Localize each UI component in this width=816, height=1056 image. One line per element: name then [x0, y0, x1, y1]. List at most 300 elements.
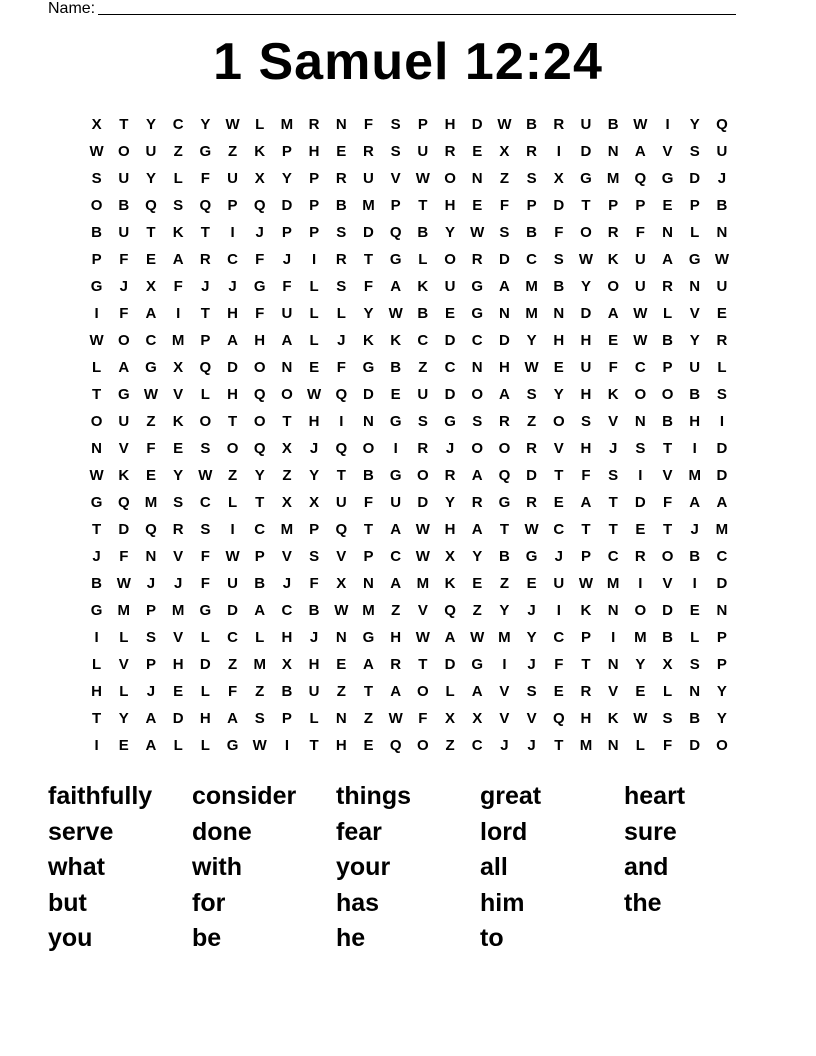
- grid-letter: L: [635, 737, 645, 754]
- grid-letter: M: [525, 278, 538, 295]
- grid-letter: I: [502, 656, 507, 673]
- word-bank-item: fear: [336, 817, 382, 846]
- grid-letter: X: [445, 710, 456, 727]
- grid-letter: V: [390, 170, 401, 187]
- grid-letter: H: [689, 413, 701, 430]
- grid-letter: A: [390, 521, 402, 538]
- grid-letter: K: [607, 251, 619, 268]
- grid-letter: A: [118, 359, 130, 376]
- word-bank: [48, 779, 768, 957]
- grid-letter: A: [281, 332, 293, 349]
- grid-letter: V: [499, 710, 510, 727]
- grid-letter: Z: [336, 683, 346, 700]
- grid-letter: X: [281, 440, 292, 457]
- grid-letter: Q: [335, 521, 348, 538]
- grid-letter: A: [227, 710, 238, 727]
- grid-row: [83, 111, 736, 138]
- grid-letter: Q: [498, 467, 511, 484]
- grid-row: [83, 462, 736, 489]
- grid-letter: C: [471, 737, 483, 754]
- grid-letter: L: [662, 683, 673, 700]
- grid-letter: R: [444, 467, 456, 484]
- grid-letter: L: [227, 494, 238, 511]
- grid-letter: Z: [227, 467, 238, 484]
- grid-letter: C: [716, 548, 728, 565]
- grid-letter: F: [119, 251, 129, 268]
- grid-row: [83, 408, 736, 435]
- grid-letter: O: [607, 278, 619, 295]
- grid-letter: F: [227, 683, 238, 700]
- grid-letter: T: [499, 521, 509, 538]
- grid-row: [83, 327, 736, 354]
- grid-letter: O: [444, 170, 456, 187]
- grid-letter: T: [662, 521, 673, 538]
- grid-letter: G: [389, 251, 402, 268]
- grid-letter: S: [499, 224, 510, 241]
- grid-letter: T: [554, 737, 564, 754]
- grid-letter: K: [444, 575, 456, 592]
- grid-letter: U: [634, 278, 646, 295]
- grid-letter: D: [498, 251, 510, 268]
- grid-letter: F: [255, 305, 265, 322]
- grid-letter: C: [526, 251, 538, 268]
- grid-letter: G: [253, 278, 266, 295]
- grid-letter: B: [363, 467, 374, 484]
- grid-letter: W: [633, 305, 648, 322]
- grid-letter: M: [498, 629, 511, 646]
- grid-letter: O: [417, 737, 429, 754]
- grid-letter: G: [471, 305, 484, 322]
- grid-letter: K: [363, 332, 374, 349]
- grid-letter: S: [635, 440, 646, 457]
- grid-letter: L: [119, 629, 129, 646]
- grid-letter: Y: [716, 683, 727, 700]
- grid-letter: S: [200, 440, 211, 457]
- grid-letter: L: [92, 359, 102, 376]
- grid-letter: W: [116, 575, 131, 592]
- grid-letter: X: [336, 575, 347, 592]
- grid-letter: I: [312, 251, 317, 268]
- grid-letter: H: [580, 332, 592, 349]
- grid-letter: W: [470, 224, 485, 241]
- grid-letter: P: [227, 197, 238, 214]
- grid-letter: I: [638, 467, 643, 484]
- grid-letter: A: [662, 251, 673, 268]
- grid-letter: H: [444, 197, 456, 214]
- grid-letter: D: [580, 305, 592, 322]
- grid-letter: D: [634, 494, 646, 511]
- grid-letter: G: [199, 602, 212, 619]
- grid-letter: E: [445, 305, 456, 322]
- word-bank-item: the: [624, 888, 662, 917]
- grid-letter: U: [118, 170, 130, 187]
- grid-letter: Q: [253, 440, 266, 457]
- grid-letter: T: [255, 494, 265, 511]
- grid-letter: L: [255, 116, 265, 133]
- grid-letter: A: [145, 710, 157, 727]
- grid-letter: W: [714, 251, 729, 268]
- grid-letter: U: [580, 359, 592, 376]
- grid-letter: Q: [634, 170, 647, 187]
- grid-letter: L: [200, 683, 210, 700]
- grid-letter: A: [390, 683, 402, 700]
- grid-letter: B: [662, 629, 673, 646]
- grid-letter: F: [608, 359, 618, 376]
- grid-letter: R: [526, 494, 538, 511]
- grid-letter: A: [607, 305, 619, 322]
- grid-letter: M: [280, 521, 294, 538]
- grid-letter: I: [339, 413, 344, 430]
- grid-letter: P: [608, 197, 619, 214]
- grid-letter: J: [255, 224, 264, 241]
- grid-letter: Y: [689, 116, 700, 133]
- grid-letter: R: [390, 656, 402, 673]
- grid-letter: U: [553, 575, 565, 592]
- grid-letter: A: [254, 602, 266, 619]
- grid-letter: K: [254, 143, 266, 160]
- grid-letter: I: [665, 116, 670, 133]
- grid-letter: H: [553, 332, 565, 349]
- grid-letter: O: [226, 440, 239, 457]
- grid-letter: E: [689, 602, 700, 619]
- grid-letter: B: [526, 224, 538, 241]
- letter-grid: [83, 111, 736, 759]
- grid-letter: O: [661, 548, 674, 565]
- grid-letter: Y: [281, 170, 292, 187]
- grid-letter: S: [472, 413, 483, 430]
- grid-letter: H: [580, 386, 592, 403]
- grid-letter: I: [719, 413, 724, 430]
- grid-letter: F: [363, 278, 374, 295]
- grid-letter: F: [255, 251, 265, 268]
- grid-letter: E: [118, 737, 129, 754]
- grid-letter: G: [90, 278, 103, 295]
- grid-letter: J: [309, 440, 319, 457]
- grid-letter: N: [607, 737, 619, 754]
- grid-letter: J: [527, 602, 536, 619]
- grid-letter: T: [92, 386, 102, 403]
- grid-letter: V: [417, 602, 428, 619]
- grid-letter: R: [662, 278, 673, 295]
- grid-letter: I: [556, 602, 561, 619]
- grid-letter: Y: [445, 224, 456, 241]
- grid-letter: Z: [173, 143, 183, 160]
- grid-letter: T: [363, 251, 374, 268]
- grid-letter: D: [363, 224, 374, 241]
- grid-letter: A: [716, 494, 728, 511]
- grid-letter: T: [119, 116, 129, 133]
- grid-letter: Y: [145, 116, 156, 133]
- grid-letter: T: [309, 737, 319, 754]
- grid-letter: C: [471, 332, 483, 349]
- grid-letter: W: [307, 386, 322, 403]
- grid-row: [83, 651, 736, 678]
- grid-letter: A: [471, 683, 483, 700]
- grid-letter: F: [146, 440, 156, 457]
- grid-letter: P: [716, 629, 727, 646]
- grid-letter: F: [363, 494, 374, 511]
- grid-letter: B: [417, 305, 429, 322]
- grid-letter: I: [284, 737, 289, 754]
- grid-letter: X: [91, 116, 102, 133]
- grid-letter: R: [471, 251, 483, 268]
- grid-letter: Z: [255, 683, 265, 700]
- grid-letter: A: [444, 629, 456, 646]
- grid-letter: P: [580, 548, 591, 565]
- grid-letter: A: [689, 494, 701, 511]
- grid-letter: A: [471, 521, 483, 538]
- grid-letter: W: [470, 629, 485, 646]
- grid-letter: I: [692, 575, 697, 592]
- grid-letter: A: [172, 251, 184, 268]
- grid-letter: O: [417, 683, 429, 700]
- grid-letter: C: [227, 629, 238, 646]
- grid-letter: W: [143, 386, 159, 403]
- grid-letter: C: [634, 359, 646, 376]
- grid-letter: T: [92, 521, 102, 538]
- grid-letter: S: [689, 143, 700, 160]
- grid-letter: E: [173, 683, 184, 700]
- grid-letter: P: [145, 602, 156, 619]
- grid-letter: M: [606, 575, 620, 592]
- grid-letter: S: [526, 683, 537, 700]
- grid-letter: N: [662, 224, 673, 241]
- grid-letter: B: [689, 710, 701, 727]
- grid-letter: H: [227, 386, 238, 403]
- grid-letter: G: [226, 737, 239, 754]
- grid-letter: N: [145, 548, 157, 565]
- word-bank-item: things: [336, 782, 411, 810]
- word-bank-item: has: [336, 888, 380, 917]
- grid-letter: V: [173, 629, 184, 646]
- grid-letter: P: [281, 224, 292, 241]
- grid-letter: C: [281, 602, 293, 619]
- grid-row: [83, 543, 736, 570]
- grid-letter: O: [253, 359, 266, 376]
- grid-letter: V: [662, 575, 673, 592]
- grid-letter: P: [309, 170, 320, 187]
- grid-letter: P: [281, 710, 292, 727]
- word-bank-item: lord: [480, 817, 528, 846]
- word-bank-item: all: [480, 853, 508, 881]
- grid-row: [83, 300, 736, 327]
- grid-letter: P: [363, 548, 374, 565]
- grid-letter: S: [336, 224, 347, 241]
- grid-letter: D: [444, 386, 456, 403]
- grid-letter: T: [554, 467, 564, 484]
- grid-letter: T: [92, 710, 102, 727]
- grid-letter: P: [91, 251, 102, 268]
- grid-letter: U: [227, 170, 238, 187]
- grid-letter: Y: [363, 305, 374, 322]
- grid-letter: N: [363, 413, 374, 430]
- grid-letter: T: [608, 494, 618, 511]
- grid-letter: T: [146, 224, 156, 241]
- grid-letter: S: [309, 548, 320, 565]
- grid-letter: I: [611, 629, 616, 646]
- grid-letter: V: [689, 305, 700, 322]
- grid-letter: O: [634, 602, 647, 619]
- grid-letter: B: [390, 359, 402, 376]
- grid-letter: O: [199, 413, 212, 430]
- page-title: 1 Samuel 12:24: [213, 33, 603, 91]
- grid-letter: A: [498, 386, 510, 403]
- grid-letter: E: [635, 683, 646, 700]
- grid-letter: A: [145, 305, 157, 322]
- grid-letter: O: [281, 386, 293, 403]
- grid-letter: L: [173, 737, 183, 754]
- grid-letter: V: [608, 683, 619, 700]
- grid-letter: S: [173, 494, 184, 511]
- grid-letter: Z: [363, 710, 374, 727]
- grid-letter: Z: [418, 359, 428, 376]
- grid-letter: I: [556, 143, 561, 160]
- grid-letter: S: [689, 656, 700, 673]
- grid-letter: Y: [309, 467, 320, 484]
- grid-letter: O: [471, 386, 484, 403]
- grid-letter: H: [254, 332, 266, 349]
- grid-letter: F: [119, 305, 129, 322]
- grid-letter: W: [198, 467, 213, 484]
- grid-letter: F: [635, 224, 645, 241]
- grid-letter: A: [145, 737, 157, 754]
- grid-letter: Y: [635, 656, 646, 673]
- grid-letter: D: [498, 332, 510, 349]
- grid-row: [83, 219, 736, 246]
- grid-letter: D: [471, 116, 483, 133]
- grid-letter: F: [499, 197, 509, 214]
- grid-letter: Z: [227, 656, 238, 673]
- grid-letter: H: [91, 683, 103, 700]
- grid-letter: J: [92, 548, 101, 565]
- grid-letter: N: [553, 305, 565, 322]
- grid-letter: W: [334, 602, 349, 619]
- grid-letter: C: [417, 332, 429, 349]
- grid-letter: G: [498, 494, 511, 511]
- grid-letter: T: [608, 521, 618, 538]
- grid-letter: S: [200, 521, 211, 538]
- grid-letter: V: [281, 548, 292, 565]
- grid-letter: X: [445, 548, 456, 565]
- grid-letter: K: [607, 710, 619, 727]
- grid-letter: J: [527, 656, 536, 673]
- grid-letter: P: [309, 197, 320, 214]
- grid-letter: M: [579, 737, 593, 754]
- grid-letter: E: [336, 143, 347, 160]
- grid-letter: W: [225, 116, 240, 133]
- grid-letter: J: [445, 440, 455, 457]
- word-bank-item: he: [336, 924, 366, 952]
- grid-letter: Y: [526, 629, 537, 646]
- grid-row: [83, 624, 736, 651]
- grid-letter: Z: [146, 413, 156, 430]
- grid-letter: S: [417, 413, 428, 430]
- grid-letter: M: [362, 602, 375, 619]
- grid-letter: H: [308, 143, 320, 160]
- grid-letter: U: [118, 224, 130, 241]
- grid-letter: M: [715, 521, 729, 538]
- grid-letter: R: [363, 143, 374, 160]
- grid-letter: C: [607, 548, 619, 565]
- grid-letter: M: [525, 305, 538, 322]
- grid-row: [83, 435, 736, 462]
- grid-letter: S: [336, 278, 347, 295]
- grid-letter: Z: [472, 602, 482, 619]
- grid-letter: H: [172, 656, 184, 673]
- grid-letter: J: [146, 575, 156, 592]
- grid-row: [83, 354, 736, 381]
- grid-letter: Q: [335, 386, 348, 403]
- grid-letter: D: [689, 737, 701, 754]
- grid-letter: E: [336, 656, 347, 673]
- grid-letter: F: [119, 548, 129, 565]
- grid-letter: O: [90, 413, 103, 430]
- grid-letter: T: [581, 656, 591, 673]
- grid-letter: Z: [391, 602, 401, 619]
- grid-letter: Z: [227, 143, 238, 160]
- grid-letter: C: [227, 251, 238, 268]
- grid-letter: N: [471, 359, 483, 376]
- grid-letter: X: [472, 710, 483, 727]
- grid-letter: N: [716, 224, 728, 241]
- grid-letter: F: [554, 656, 564, 673]
- grid-letter: H: [281, 629, 293, 646]
- grid-letter: B: [91, 224, 103, 241]
- grid-letter: E: [363, 737, 374, 754]
- grid-letter: J: [201, 278, 210, 295]
- grid-row: [83, 273, 736, 300]
- grid-letter: C: [199, 494, 211, 511]
- grid-letter: T: [200, 305, 210, 322]
- grid-letter: C: [145, 332, 157, 349]
- grid-letter: T: [581, 197, 591, 214]
- grid-letter: J: [309, 629, 319, 646]
- grid-letter: B: [91, 575, 103, 592]
- grid-letter: V: [118, 440, 129, 457]
- grid-letter: U: [118, 413, 130, 430]
- grid-letter: C: [444, 359, 456, 376]
- name-field: [48, 0, 736, 18]
- grid-letter: O: [417, 467, 429, 484]
- grid-letter: P: [309, 224, 320, 241]
- grid-letter: P: [580, 629, 591, 646]
- grid-letter: D: [444, 332, 456, 349]
- grid-letter: Y: [145, 170, 156, 187]
- grid-letter: M: [117, 602, 131, 619]
- grid-letter: J: [527, 737, 536, 754]
- grid-letter: H: [498, 359, 510, 376]
- grid-letter: N: [716, 602, 728, 619]
- grid-letter: S: [390, 143, 401, 160]
- grid-letter: E: [716, 305, 727, 322]
- grid-letter: S: [91, 170, 102, 187]
- grid-letter: I: [94, 629, 99, 646]
- word-bank-item: with: [192, 853, 242, 881]
- grid-letter: W: [497, 116, 512, 133]
- grid-letter: X: [145, 278, 156, 295]
- grid-letter: W: [633, 116, 648, 133]
- grid-letter: L: [309, 710, 319, 727]
- grid-letter: D: [716, 440, 728, 457]
- word-bank-item: be: [192, 924, 222, 952]
- grid-letter: J: [500, 737, 509, 754]
- grid-letter: O: [444, 251, 456, 268]
- word-bank-item: to: [480, 924, 504, 952]
- grid-letter: S: [662, 710, 673, 727]
- grid-letter: E: [553, 359, 564, 376]
- grid-letter: N: [607, 656, 619, 673]
- grid-letter: L: [309, 332, 319, 349]
